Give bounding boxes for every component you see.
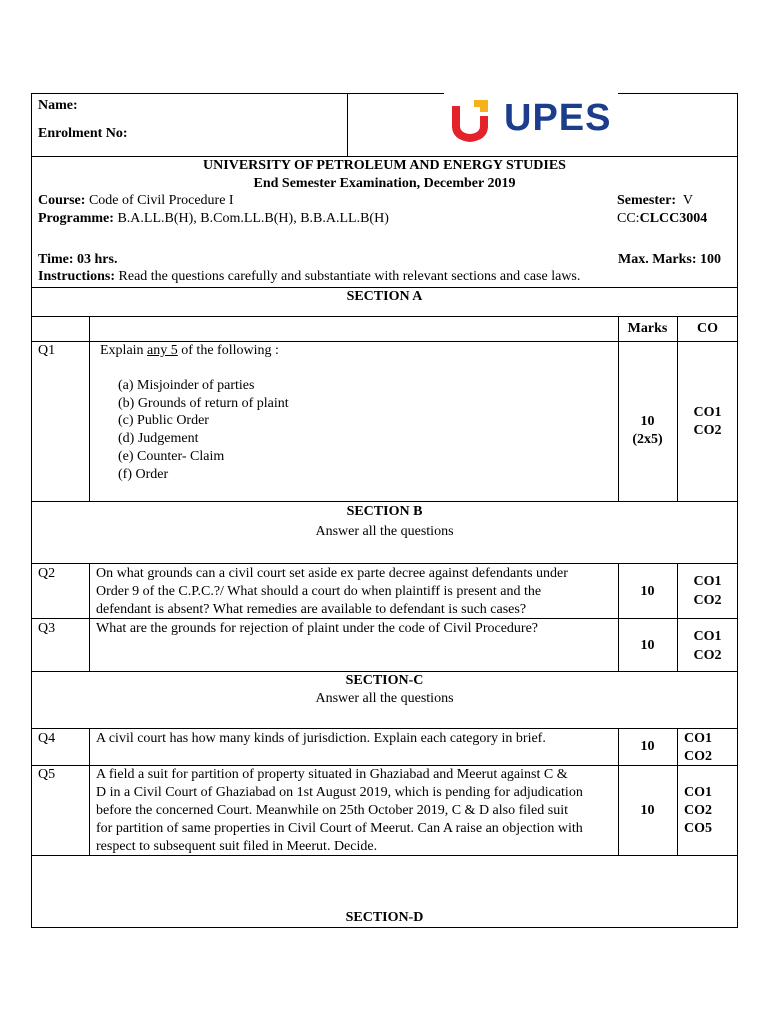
upes-shield-icon <box>450 96 490 144</box>
q2-number: Q2 <box>38 566 56 581</box>
q5-text-line: A field a suit for partition of property situated in Ghaziabad and Meerut against C & <box>96 767 568 782</box>
section-d-title: SECTION-D <box>345 910 424 925</box>
header-box <box>31 93 738 157</box>
q4-number: Q4 <box>38 731 56 746</box>
q3-co: CO1 <box>693 629 722 644</box>
course-code-line <box>617 210 707 228</box>
q5-marks: 10 <box>640 803 655 818</box>
instructions-line <box>38 268 580 286</box>
section-c-co-divider <box>677 728 678 856</box>
q1-marks-breakdown: (2x5) <box>632 432 663 447</box>
section-c-subtitle: Answer all the questions <box>315 691 454 706</box>
section-c-title: SECTION-C <box>345 673 424 688</box>
q1-option: (f) Order <box>118 467 169 482</box>
programme-label: Programme: <box>38 211 114 226</box>
q2-co: CO2 <box>693 593 722 608</box>
q1-co: CO1 <box>693 405 722 420</box>
course-code-prefix: CC: <box>617 211 640 226</box>
exam-title: End Semester Examination, December 2019 <box>253 176 516 191</box>
semester-line <box>617 192 693 210</box>
max-marks: Max. Marks: 100 <box>618 252 722 267</box>
course-value: Code of Civil Procedure I <box>85 193 234 208</box>
q2-co: CO1 <box>693 574 722 589</box>
instructions-text: Read the questions carefully and substantiate with relevant sections and case laws. <box>115 269 581 284</box>
q1-intro-end: of the following : <box>177 343 279 358</box>
q1-option: (c) Public Order <box>118 413 209 428</box>
q1-option: (b) Grounds of return of plaint <box>118 396 289 411</box>
q4-co: CO2 <box>684 749 712 764</box>
programme-line <box>38 210 389 228</box>
section-a-title: SECTION A <box>346 289 423 304</box>
q2-text-line: defendant is absent? What remedies are available to defendant is such cases? <box>96 602 527 617</box>
header-divider <box>347 93 348 157</box>
q5-text-line: before the concerned Court. Meanwhile on 25th October 2019, C & D also filed suit <box>96 803 568 818</box>
q1-intro-start: Explain <box>100 343 148 358</box>
q3-co: CO2 <box>693 648 722 663</box>
q3-number: Q3 <box>38 621 56 636</box>
q3-marks: 10 <box>640 638 655 653</box>
q1-co: CO2 <box>693 423 722 438</box>
course-line <box>38 192 234 210</box>
course-code-value: CLCC3004 <box>639 211 708 226</box>
university-name: UNIVERSITY OF PETROLEUM AND ENERGY STUDIES <box>203 158 566 173</box>
q1-marks: 10 <box>640 414 655 429</box>
q3-text-line: What are the grounds for rejection of plaint under the code of Civil Procedure? <box>96 621 539 636</box>
marks-column-header: Marks <box>627 321 668 336</box>
upes-logo <box>444 88 618 152</box>
section-b-subtitle: Answer all the questions <box>315 524 454 539</box>
enrolment-label: Enrolment No: <box>38 126 128 141</box>
name-label: Name: <box>38 98 78 113</box>
section-b-marks-divider <box>618 563 619 672</box>
q5-co: CO5 <box>684 821 712 836</box>
q5-co: CO2 <box>684 803 712 818</box>
q1-option: (e) Counter- Claim <box>118 449 225 464</box>
co-column-header: CO <box>697 321 718 336</box>
q5-text-line: respect to subsequent suit filed in Meerut. Decide. <box>96 839 378 854</box>
semester-label: Semester: <box>617 193 677 208</box>
instructions-label: Instructions: <box>38 269 116 284</box>
q4-co: CO1 <box>684 731 712 746</box>
section-b-qnum-divider <box>89 563 90 672</box>
programme-value: B.A.LL.B(H), B.Com.LL.B(H), B.B.A.LL.B(H) <box>113 211 389 226</box>
q5-text-line: for partition of same properties in Civil Court of Meerut. Can A raise an objection with <box>96 821 583 836</box>
semester-value: V <box>682 193 693 208</box>
q5-text-line: D in a Civil Court of Ghaziabad on 1st August 2019, which is pending for adjudication <box>96 785 583 800</box>
q4-marks: 10 <box>640 739 655 754</box>
q1-intro-emphasis: any 5 <box>147 343 178 358</box>
q2-text-line: Order 9 of the C.P.C.?/ What should a court do when plaintiff is present and the <box>96 584 542 599</box>
q1-number: Q1 <box>38 343 56 358</box>
exam-time: Time: 03 hrs. <box>38 252 118 267</box>
course-label: Course: <box>38 193 86 208</box>
q5-number: Q5 <box>38 767 56 782</box>
q4-text-line: A civil court has how many kinds of jurisdiction. Explain each category in brief. <box>96 731 546 746</box>
q2-marks: 10 <box>640 584 655 599</box>
q5-co: CO1 <box>684 785 712 800</box>
q1-option: (a) Misjoinder of parties <box>118 378 255 393</box>
q1-option: (d) Judgement <box>118 431 199 446</box>
upes-logo-text: UPES <box>504 97 612 139</box>
section-c-qnum-divider <box>89 728 90 856</box>
q2-text-line: On what grounds can a civil court set aside ex parte decree against defendants under <box>96 566 568 581</box>
q1-intro <box>100 342 279 360</box>
section-b-title: SECTION B <box>346 504 423 519</box>
